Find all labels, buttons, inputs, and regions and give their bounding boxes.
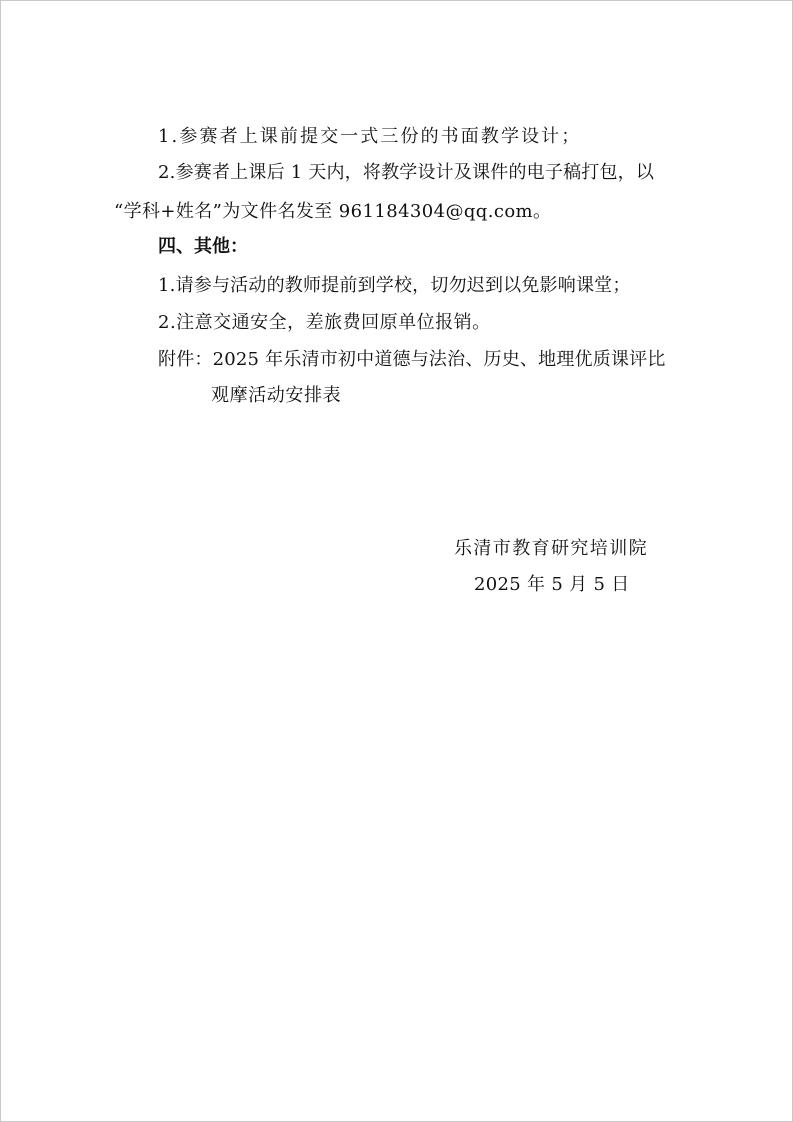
section-heading-other: 四、其他： <box>158 236 248 257</box>
attachment-line: 附件：2025 年乐清市初中道德与法治、历史、地理优质课评比 <box>158 349 666 370</box>
submission-rule-1: 1.参赛者上课前提交一式三份的书面教学设计； <box>158 126 582 147</box>
signature-date: 2025 年 5 月 5 日 <box>474 574 630 595</box>
submission-rule-2-continued: “学科+姓名”为文件名发至 961184304@qq.com。 <box>114 201 552 222</box>
submission-rule-2: 2.参赛者上课后 1 天内，将教学设计及课件的电子稿打包，以 <box>158 162 655 183</box>
other-item-1: 1.请参与活动的教师提前到学校，切勿迟到以免影响课堂； <box>158 275 631 296</box>
other-item-2: 2.注意交通安全，差旅费回原单位报销。 <box>158 312 491 333</box>
signature-organization: 乐清市教育研究培训院 <box>454 538 648 559</box>
attachment-line-continued: 观摩活动安排表 <box>211 385 342 406</box>
